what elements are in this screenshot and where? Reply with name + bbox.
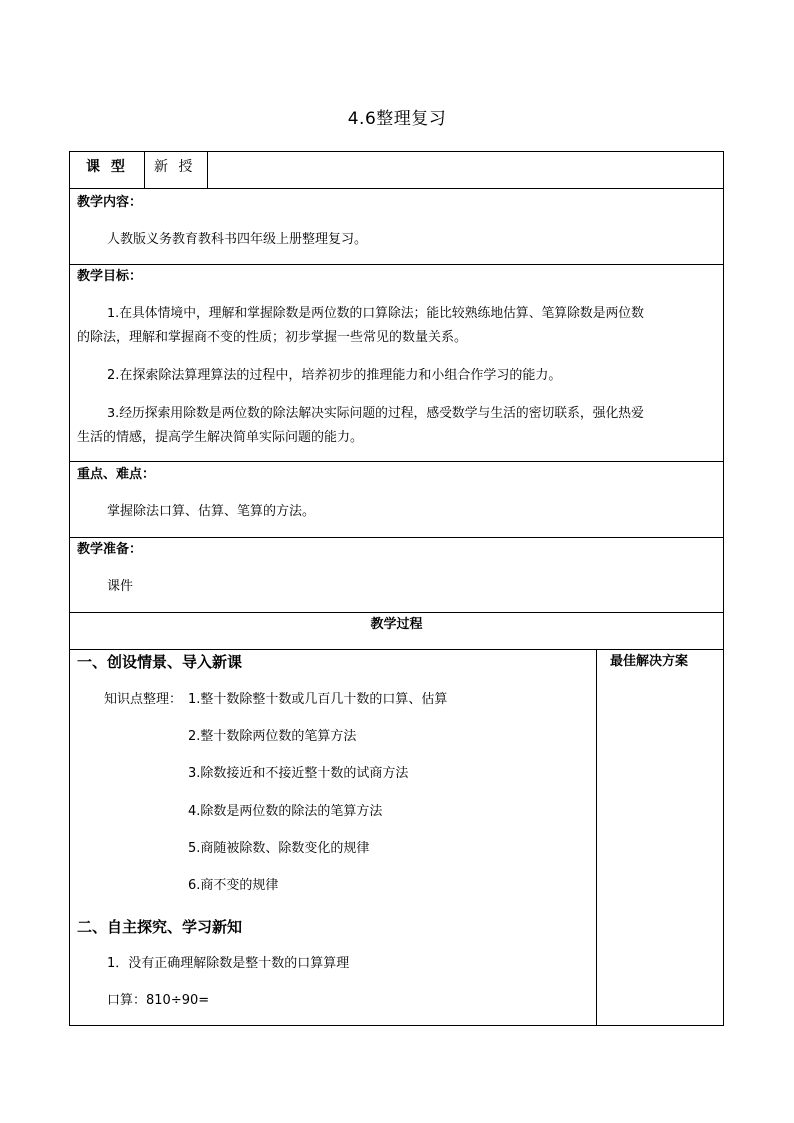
knowledge-label: 知识点整理： (104, 692, 183, 707)
lesson-type-value: 新 授 (154, 159, 193, 175)
row-divider (69, 537, 724, 538)
knowledge-item-5: 5.商随被除数、除数变化的规律 (188, 841, 370, 856)
lesson-type-label: 课 型 (86, 159, 125, 175)
section-2-heading: 二、自主探究、学习新知 (77, 918, 243, 936)
row-divider (69, 649, 724, 650)
goal-3-line-2: 生活的情感，提高学生解决简单实际问题的能力。 (77, 430, 364, 445)
row-divider (69, 264, 724, 265)
col-divider (207, 151, 208, 189)
key-points-text: 掌握除法口算、估算、笔算的方法。 (107, 504, 316, 519)
goal-3-line-1: 3.经历探索用除数是两位数的除法解决实际问题的过程，感受数学与生活的密切联系，强化热爱 (107, 406, 644, 421)
goal-2: 2.在探索除法算理算法的过程中，培养初步的推理能力和小组合作学习的能力。 (107, 368, 562, 383)
knowledge-item-3: 3.除数接近和不接近整十数的试商方法 (188, 766, 409, 781)
content-heading: 教学内容： (77, 195, 143, 210)
goal-1-line-1: 1.在具体情境中，理解和掌握除数是两位数的口算除法；能比较熟练地估算、笔算除数是两位数 (107, 306, 644, 321)
goals-heading: 教学目标： (77, 269, 143, 284)
col-divider (144, 151, 145, 189)
lesson-table (69, 151, 724, 1026)
best-solution-heading: 最佳解决方案 (610, 654, 689, 669)
row-divider (69, 612, 724, 613)
key-points-heading: 重点、难点： (77, 467, 156, 482)
row-divider (69, 188, 724, 189)
knowledge-item-4: 4.除数是两位数的除法的笔算方法 (188, 804, 383, 819)
knowledge-item-2: 2.整十数除两位数的笔算方法 (188, 729, 357, 744)
page-title: 4.6整理复习 (347, 109, 447, 129)
goal-1-line-2: 的除法，理解和掌握商不变的性质；初步掌握一些常见的数量关系。 (77, 330, 468, 345)
knowledge-item-1: 1.整十数除整十数或几百几十数的口算、估算 (188, 692, 448, 707)
content-text: 人教版义务教育教科书四年级上册整理复习。 (107, 232, 368, 247)
preparation-text: 课件 (107, 579, 134, 594)
row-divider (69, 461, 724, 462)
preparation-heading: 教学准备： (77, 542, 143, 557)
knowledge-item-6: 6.商不变的规律 (188, 878, 279, 893)
process-heading: 教学过程 (370, 617, 423, 632)
section-2-item-1: 1．没有正确理解除数是整十数的口算算理 (107, 956, 350, 971)
col-divider (596, 649, 597, 1026)
oral-calculation: 口算：810÷90= (107, 993, 210, 1008)
section-1-heading: 一、创设情景、导入新课 (77, 653, 243, 671)
